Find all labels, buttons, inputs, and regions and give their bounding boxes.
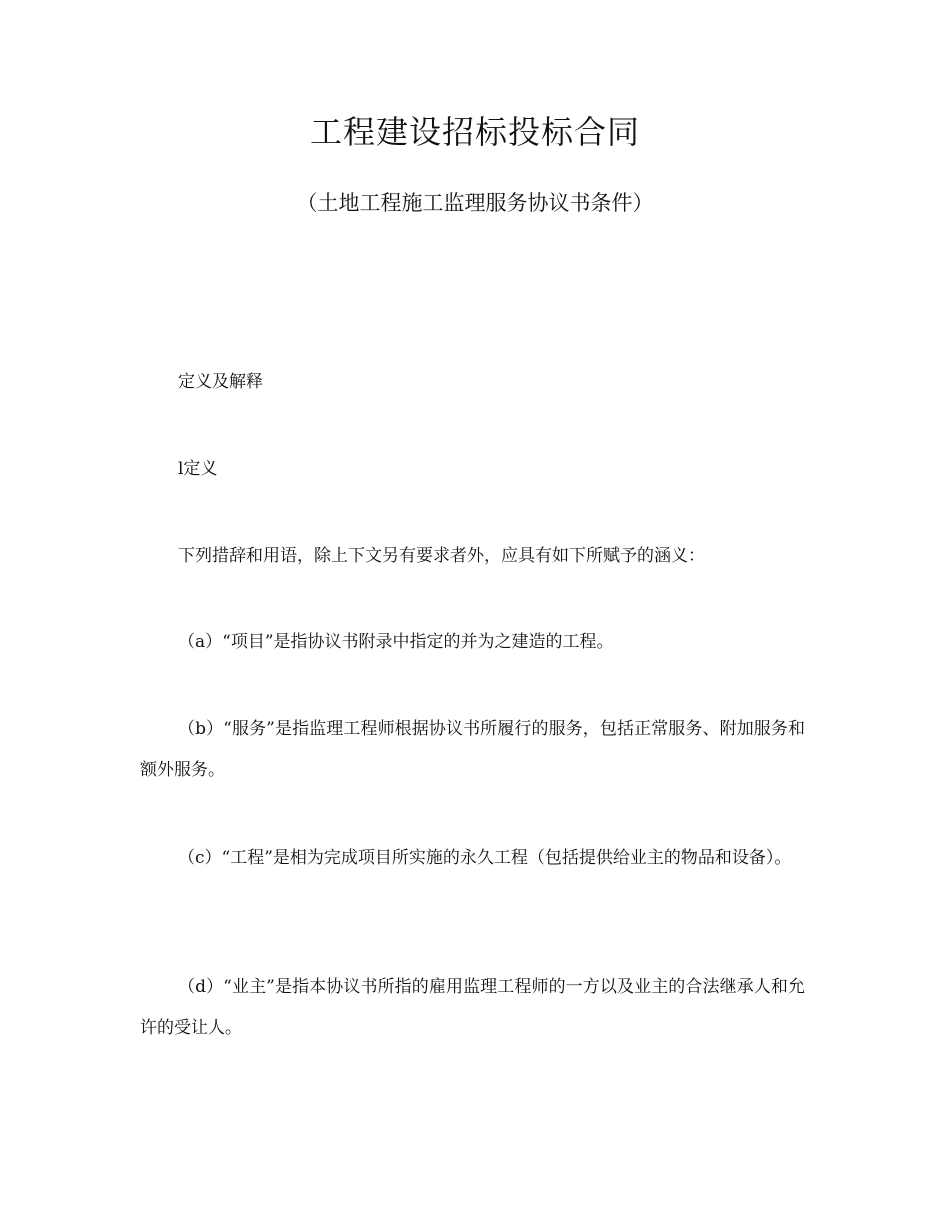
clause-heading-definition: l定义 [178, 459, 218, 479]
clause-b-paragraph: （b）“服务”是指监理工程师根据协议书所履行的服务，包括正常服务、附加服务和额外服务。 [140, 719, 805, 780]
document-subtitle: （土地工程施工监理服务协议书条件） [296, 191, 654, 215]
document-title: 工程建设招标投标合同 [309, 113, 640, 151]
intro-paragraph: 下列措辞和用语，除上下文另有要求者外，应具有如下所赋予的涵义： [178, 546, 705, 566]
clause-a-paragraph: （a）“项目”是指协议书附录中指定的并为之建造的工程。 [178, 632, 614, 652]
clause-c-paragraph: （c）“工程”是相为完成项目所实施的永久工程（包括提供给业主的物品和设备）。 [178, 848, 792, 868]
clause-d-paragraph: （d）“业主”是指本协议书所指的雇用监理工程师的一方以及业主的合法继承人和允许的受让人。 [140, 977, 805, 1038]
section-heading-definitions: 定义及解释 [178, 372, 263, 392]
